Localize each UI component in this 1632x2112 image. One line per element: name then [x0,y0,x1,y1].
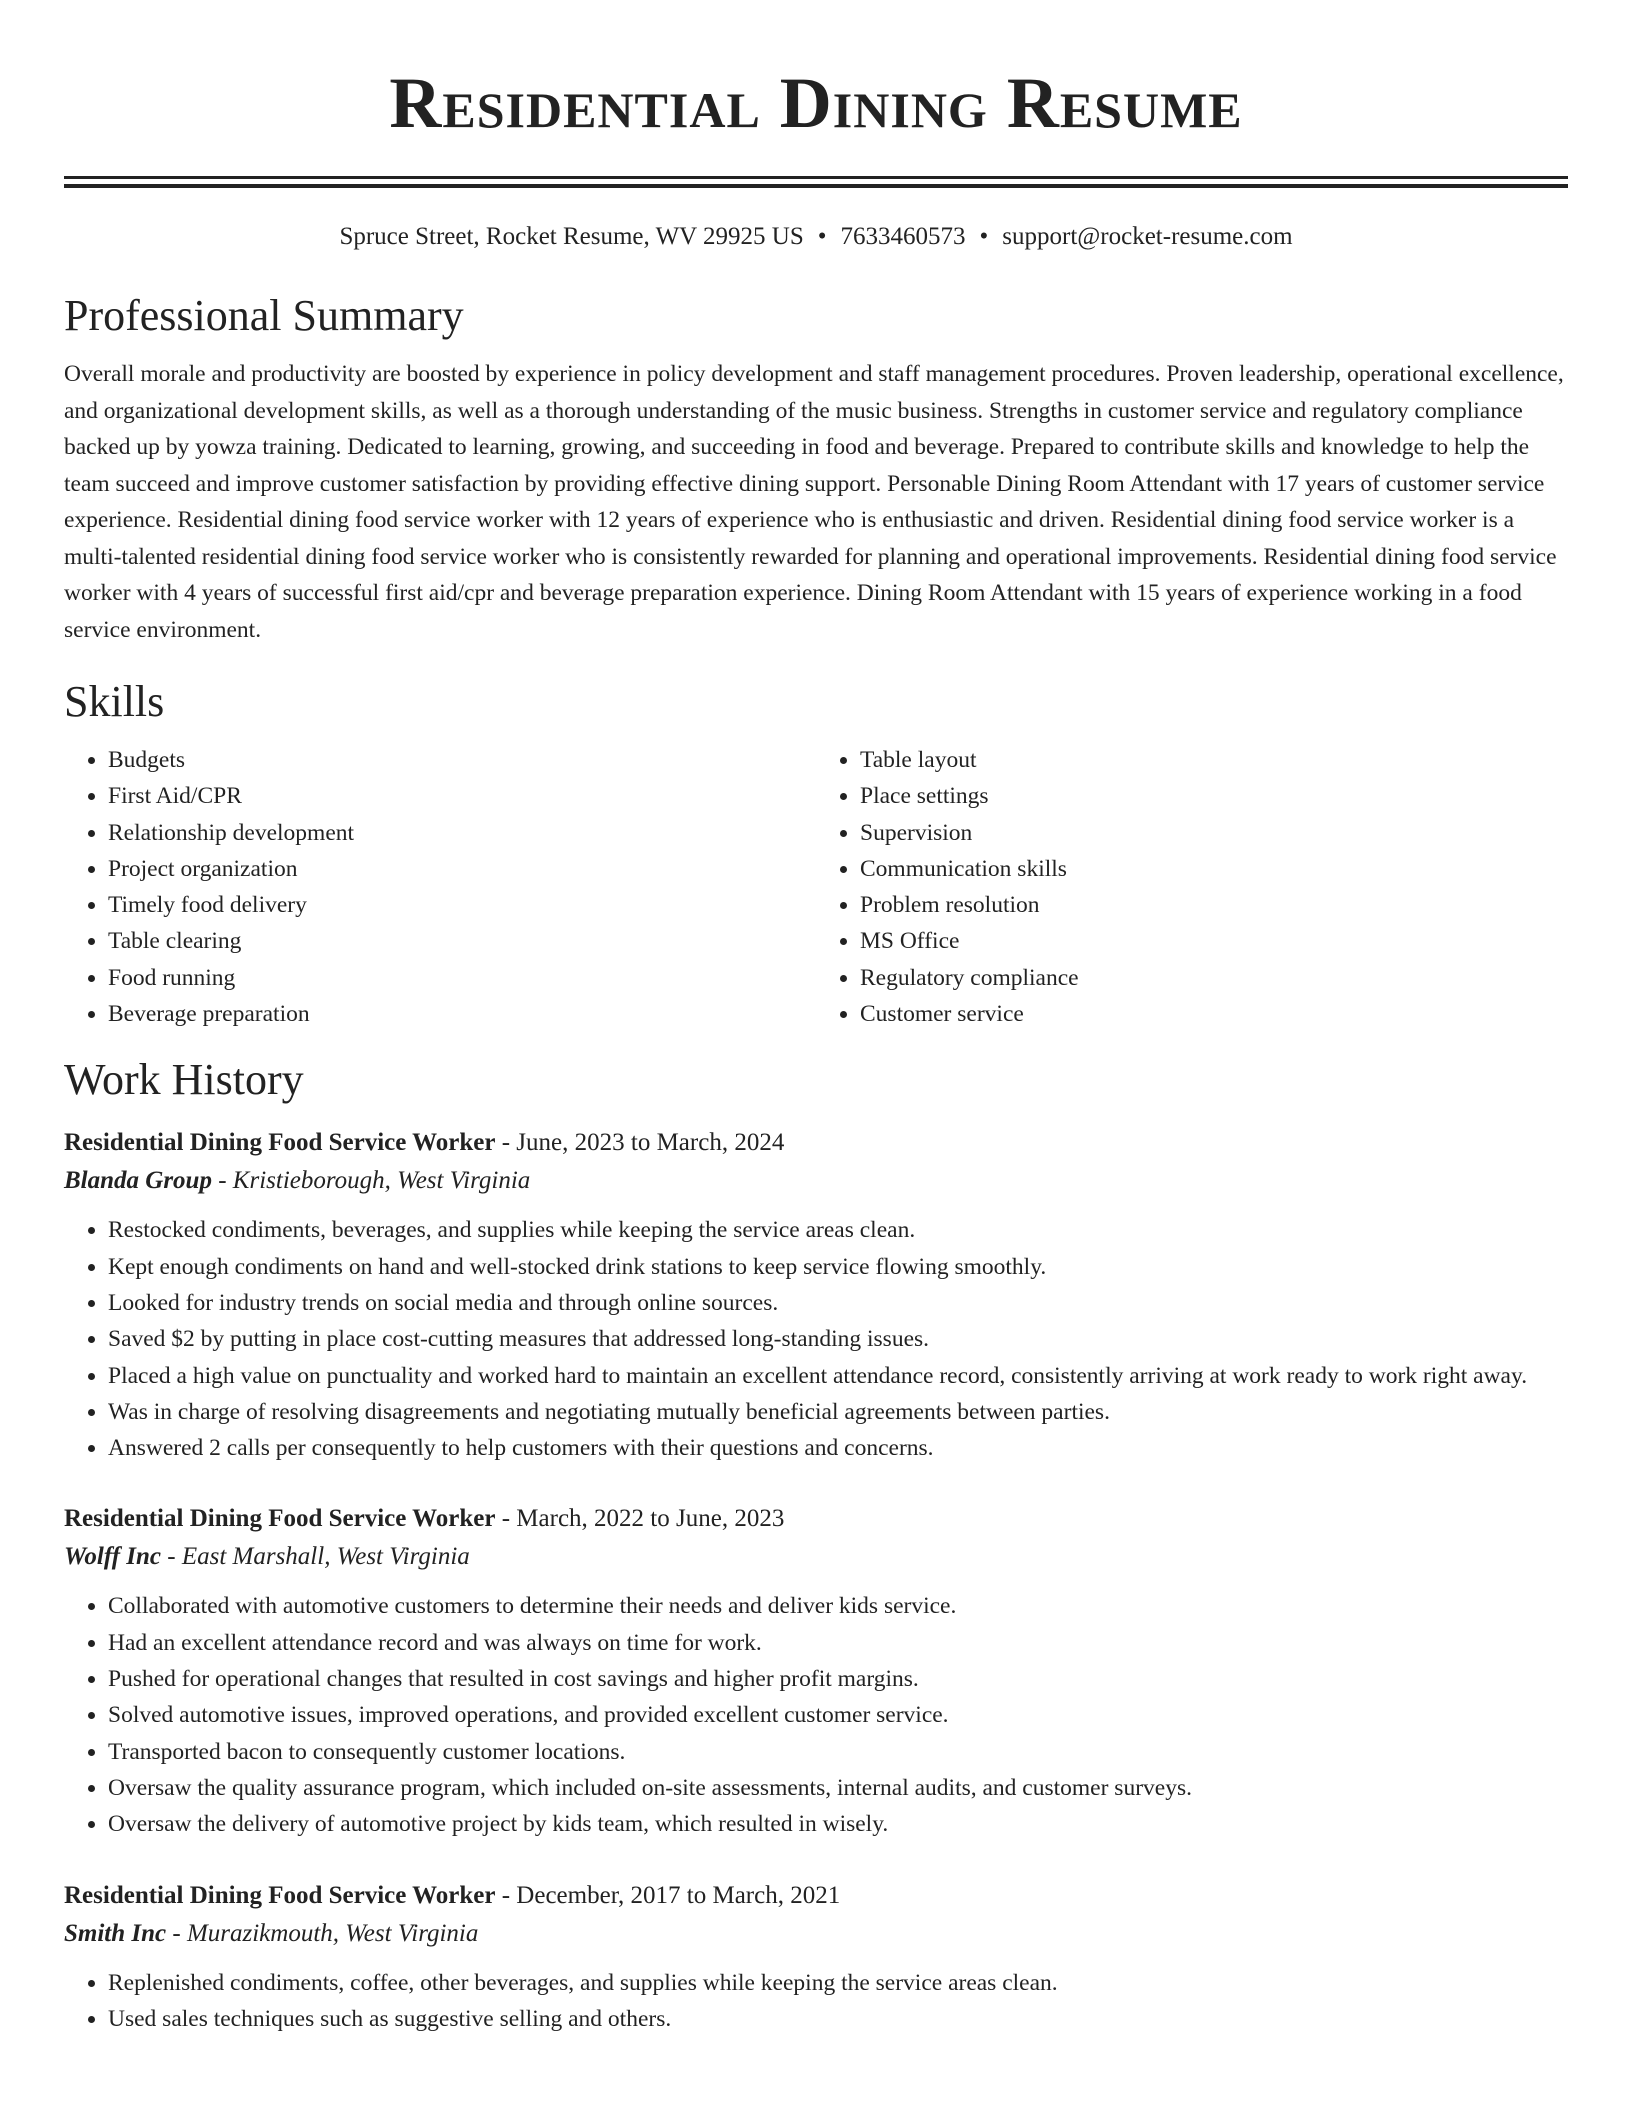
job-employer [64,1915,1568,1953]
skill-item: • Customer service [860,996,1568,1032]
job-bullet: • Looked for industry trends on social media and through online sources. [108,1285,1568,1321]
skills-column-right [816,742,1568,1032]
job-bullet: • Answered 2 calls per consequently to help customers with their questions and concerns. [108,1430,1568,1466]
skill-item: • Timely food delivery [108,887,816,923]
job-bullet: • Transported bacon to consequently customer locations. [108,1734,1568,1770]
job-bullet: • Restocked condiments, beverages, and supplies while keeping the service areas clean. [108,1212,1568,1248]
job-bullet: • Collaborated with automotive customers to determine their needs and deliver kids service. [108,1588,1568,1624]
work-history-heading: Work History [64,1055,304,1105]
job-dates: - March, 2022 to June, 2023 [495,1505,785,1533]
job-entry [64,1500,1568,1842]
job-header [64,1877,1568,1915]
job-entry [64,1877,1568,2038]
job-company: Smith Inc [64,1919,167,1947]
job-header [64,1124,1568,1162]
job-header [64,1500,1568,1538]
job-bullet: • Pushed for operational changes that resulted in cost savings and higher profit margins. [108,1661,1568,1697]
job-bullet: • Solved automotive issues, improved operations, and provided excellent customer service. [108,1697,1568,1733]
resume-page [64,0,1568,2037]
contact-phone: 7633460573 [840,223,966,250]
contact-separator: • [979,223,989,250]
job-dates: - June, 2023 to March, 2024 [495,1129,785,1157]
contact-email: support@rocket-resume.com [1002,223,1293,250]
job-dates: - December, 2017 to March, 2021 [495,1881,841,1909]
skill-item: • Table layout [860,742,1568,778]
contact-separator: • [817,223,827,250]
job-role: Residential Dining Food Service Worker [64,1881,496,1909]
job-bullets [64,1212,1568,1466]
skills-column-left [64,742,816,1032]
skill-item: • Regulatory compliance [860,960,1568,996]
job-employer [64,1162,1568,1200]
job-role: Residential Dining Food Service Worker [64,1129,496,1157]
job-bullet: • Placed a high value on punctuality and worked hard to maintain an excellent attendance record, consistently arriving at work ready to work right away. [108,1358,1568,1394]
skill-item: • Budgets [108,742,816,778]
skill-item: • Relationship development [108,815,816,851]
skill-item: • Beverage preparation [108,996,816,1032]
skill-item: • Supervision [860,815,1568,851]
skill-item: • MS Office [860,923,1568,959]
job-location: - Kristieborough, West Virginia [211,1167,531,1195]
skill-item: • Place settings [860,778,1568,814]
job-bullet: • Was in charge of resolving disagreements and negotiating mutually beneficial agreements between parties. [108,1394,1568,1430]
job-bullet: • Oversaw the delivery of automotive project by kids team, which resulted in wisely. [108,1806,1568,1842]
summary-text: Overall morale and productivity are boosted by experience in policy development and staff management procedures. Proven leadership, operational excellence, and organizational development skills, as well as a thorough understanding of the music business. Strengths in customer service and regulatory compliance backed up by yowza training. Dedicated to learning, growing, and succeeding in food and beverage. Prepared to contribute skills and knowledge to help the team succeed and improve customer satisfaction by providing effective dining support. Personable Dining Room Attendant with 17 years of customer service experience. Residential dining food service worker with 12 years of experience who is enthusiastic and driven. Residential dining food service worker is a multi-talented residential dining food service worker who is consistently rewarded for planning and operational improvements. Residential dining food service worker with 4 years of successful first aid/cpr and beverage preparation experience. Dining Room Attendant with 15 years of experience working in a food service environment. [64,361,1564,643]
title-divider [64,176,1568,188]
skill-item: • First Aid/CPR [108,778,816,814]
resume-title: Residential Dining Resume [389,63,1243,143]
skills-list [64,742,1568,1032]
contact-address: Spruce Street, Rocket Resume, WV 29925 US [339,223,804,250]
job-location: - Murazikmouth, West Virginia [166,1919,479,1947]
job-bullet: • Had an excellent attendance record and was always on time for work. [108,1625,1568,1661]
job-bullet: • Used sales techniques such as suggestive selling and others. [108,2001,1568,2037]
skill-item: • Communication skills [860,851,1568,887]
job-bullet: • Replenished condiments, coffee, other beverages, and supplies while keeping the service areas clean. [108,1965,1568,2001]
job-bullets [64,1588,1568,1842]
job-bullet: • Saved $2 by putting in place cost-cutting measures that addressed long-standing issues. [108,1321,1568,1357]
skill-item: • Food running [108,960,816,996]
skill-item: • Table clearing [108,923,816,959]
job-company: Blanda Group [64,1167,212,1195]
skill-item: • Project organization [108,851,816,887]
job-location: - East Marshall, West Virginia [161,1543,470,1571]
job-company: Wolff Inc [64,1543,161,1571]
job-employer [64,1538,1568,1576]
summary-heading: Professional Summary [64,291,464,340]
job-bullets [64,1965,1568,2038]
skills-heading: Skills [64,677,165,726]
job-entry [64,1124,1568,1466]
skill-item: • Problem resolution [860,887,1568,923]
contact-line [64,220,1568,254]
job-bullet: • Oversaw the quality assurance program, which included on-site assessments, internal audits, and customer surveys. [108,1770,1568,1806]
job-role: Residential Dining Food Service Worker [64,1505,496,1533]
job-bullet: • Kept enough condiments on hand and well-stocked drink stations to keep service flowing smoothly. [108,1249,1568,1285]
